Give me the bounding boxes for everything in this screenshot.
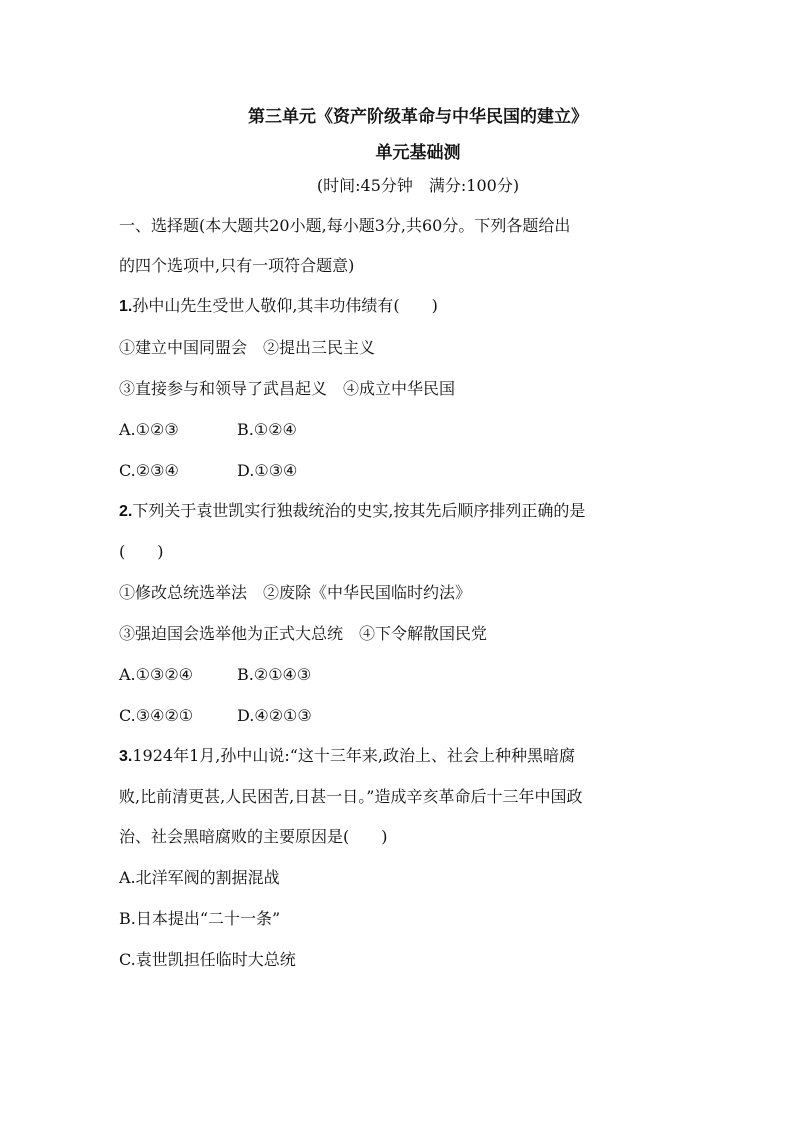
question-3-option-c[interactable]: C.袁世凯担任临时大总统 [119,950,296,969]
question-2-option-a[interactable]: A.①③②④ [119,665,194,684]
question-2-options-row-2 [119,695,681,736]
question-2-option-d[interactable]: D.④②①③ [237,706,312,725]
question-2-option-b[interactable]: B.②①④③ [237,665,312,684]
exam-time-info: (时间:45分钟 满分:100分) [316,176,520,195]
question-1-options-row-2 [119,450,681,491]
question-2-stem-text: 下列关于袁世凯实行独裁统治的史实,按其先后顺序排列正确的是 [132,501,586,520]
question-2-stem-line-2: ( ) [119,542,164,561]
question-1-stem-text: 孙中山先生受世人敬仰,其丰功伟绩有( ) [132,296,438,315]
question-2-stem [119,491,681,532]
question-3-stem-text: 1924年1月,孙中山说:“这十三年来,政治上、社会上种种黑暗腐 [132,746,575,765]
question-1-item-line-1: ①建立中国同盟会 ②提出三民主义 [119,338,376,357]
question-3-stem-line-3: 治、社会黑暗腐败的主要原因是( ) [119,827,388,846]
question-1-option-c[interactable]: C.②③④ [119,461,179,480]
question-2-item-line-1: ①修改总统选举法 ②废除《中华民国临时约法》 [119,583,472,602]
question-1-item-line-2: ③直接参与和领导了武昌起义 ④成立中华民国 [119,379,456,398]
question-2-number: 2. [119,503,133,520]
question-1-stem [119,286,681,327]
question-1-option-a[interactable]: A.①②③ [119,420,179,439]
question-2-item-line-2: ③强迫国会选举他为正式大总统 ④下令解散国民党 [119,624,488,643]
page-title: 第三单元《资产阶级革命与中华民国的建立》 [248,107,588,127]
question-2-options-row-1 [119,654,681,695]
page-subtitle: 单元基础测 [375,143,461,163]
question-3-option-a[interactable]: A.北洋军阀的割据混战 [119,868,280,887]
question-3-stem [119,736,681,777]
question-1-number: 1. [119,298,133,315]
question-2-option-c[interactable]: C.③④②① [119,706,194,725]
question-1-option-d[interactable]: D.①③④ [237,461,298,480]
section-heading-line-2: 的四个选项中,只有一项符合题意) [119,256,355,275]
document-content [119,104,681,980]
question-3-option-b[interactable]: B.日本提出“二十一条” [119,909,281,928]
question-1-option-b[interactable]: B.①②④ [237,420,297,439]
question-1-options-row-1 [119,409,681,450]
question-3-number: 3. [119,748,133,765]
section-heading-line-1: 一、选择题(本大题共20小题,每小题3分,共60分。下列各题给出 [119,216,571,235]
question-3-stem-line-2: 败,比前清更甚,人民困苦,日甚一日。”造成辛亥革命后十三年中国政 [119,787,583,806]
